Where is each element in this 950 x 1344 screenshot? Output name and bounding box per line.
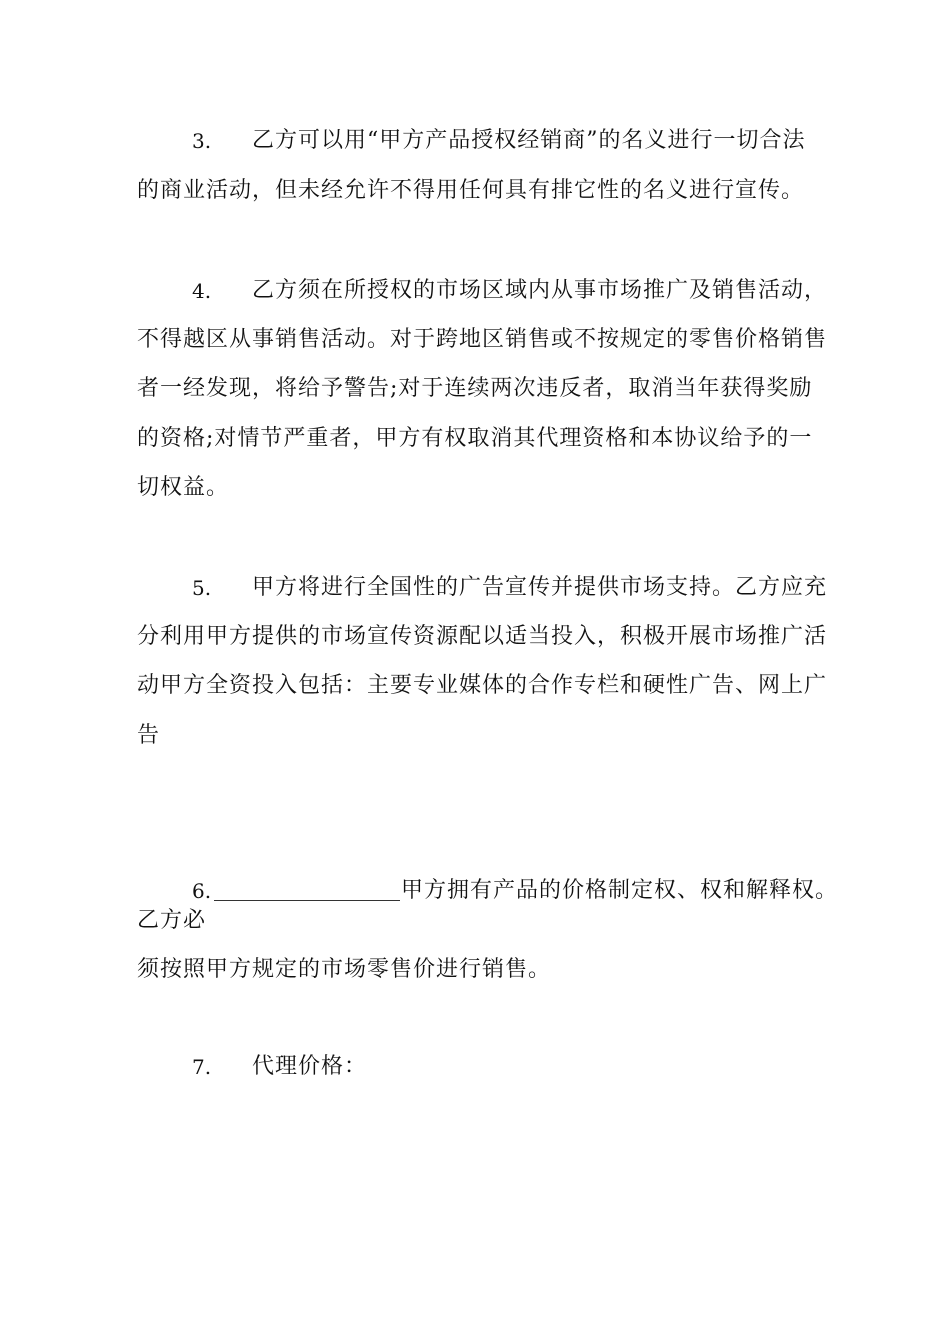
clause-text-line: 乙方可以用“甲方产品授权经销商”的名义进行一切合法: [252, 128, 806, 153]
clause-text-line: 甲方将进行全国性的广告宣传并提供市场支持。乙方应充: [252, 575, 828, 600]
clause-number: 4.: [192, 279, 212, 303]
clause-text-line: 乙方必: [137, 908, 207, 933]
clause-text-line: 告: [137, 723, 161, 748]
clause-text-line: 切权益。: [137, 475, 230, 500]
clause-text-line: 甲方拥有产品的价格制定权、权和解释权。: [401, 878, 839, 903]
clause-text-line: 动甲方全资投入包括：主要专业媒体的合作专栏和硬性广告、网上广: [137, 673, 828, 698]
clause-text-line: 不得越区从事销售活动。对于跨地区销售或不按规定的零售价格销售: [137, 327, 828, 352]
clause-text-line: 的商业活动，但未经允许不得用任何具有排它性的名义进行宣传。: [137, 178, 805, 203]
clause-text-line: 代理价格：: [252, 1054, 368, 1079]
clause-number: 3.: [192, 129, 212, 153]
clause-text-line: 者一经发现，将给予警告;对于连续两次违反者，取消当年获得奖励: [137, 376, 813, 401]
clause-number: 5.: [192, 576, 212, 600]
clause-number: 7.: [192, 1055, 212, 1079]
clause-text-line: 分利用甲方提供的市场宣传资源配以适当投入，积极开展市场推广活: [137, 624, 828, 649]
clause-text-line: 乙方须在所授权的市场区域内从事市场推广及销售活动，: [252, 278, 828, 303]
fill-in-blank: [214, 878, 400, 901]
clause-text-line: 的资格;对情节严重者，甲方有权取消其代理资格和本协议给予的一: [137, 426, 813, 451]
clause-text-line: 须按照甲方规定的市场零售价进行销售。: [137, 957, 552, 982]
clause-number: 6.: [192, 879, 212, 903]
